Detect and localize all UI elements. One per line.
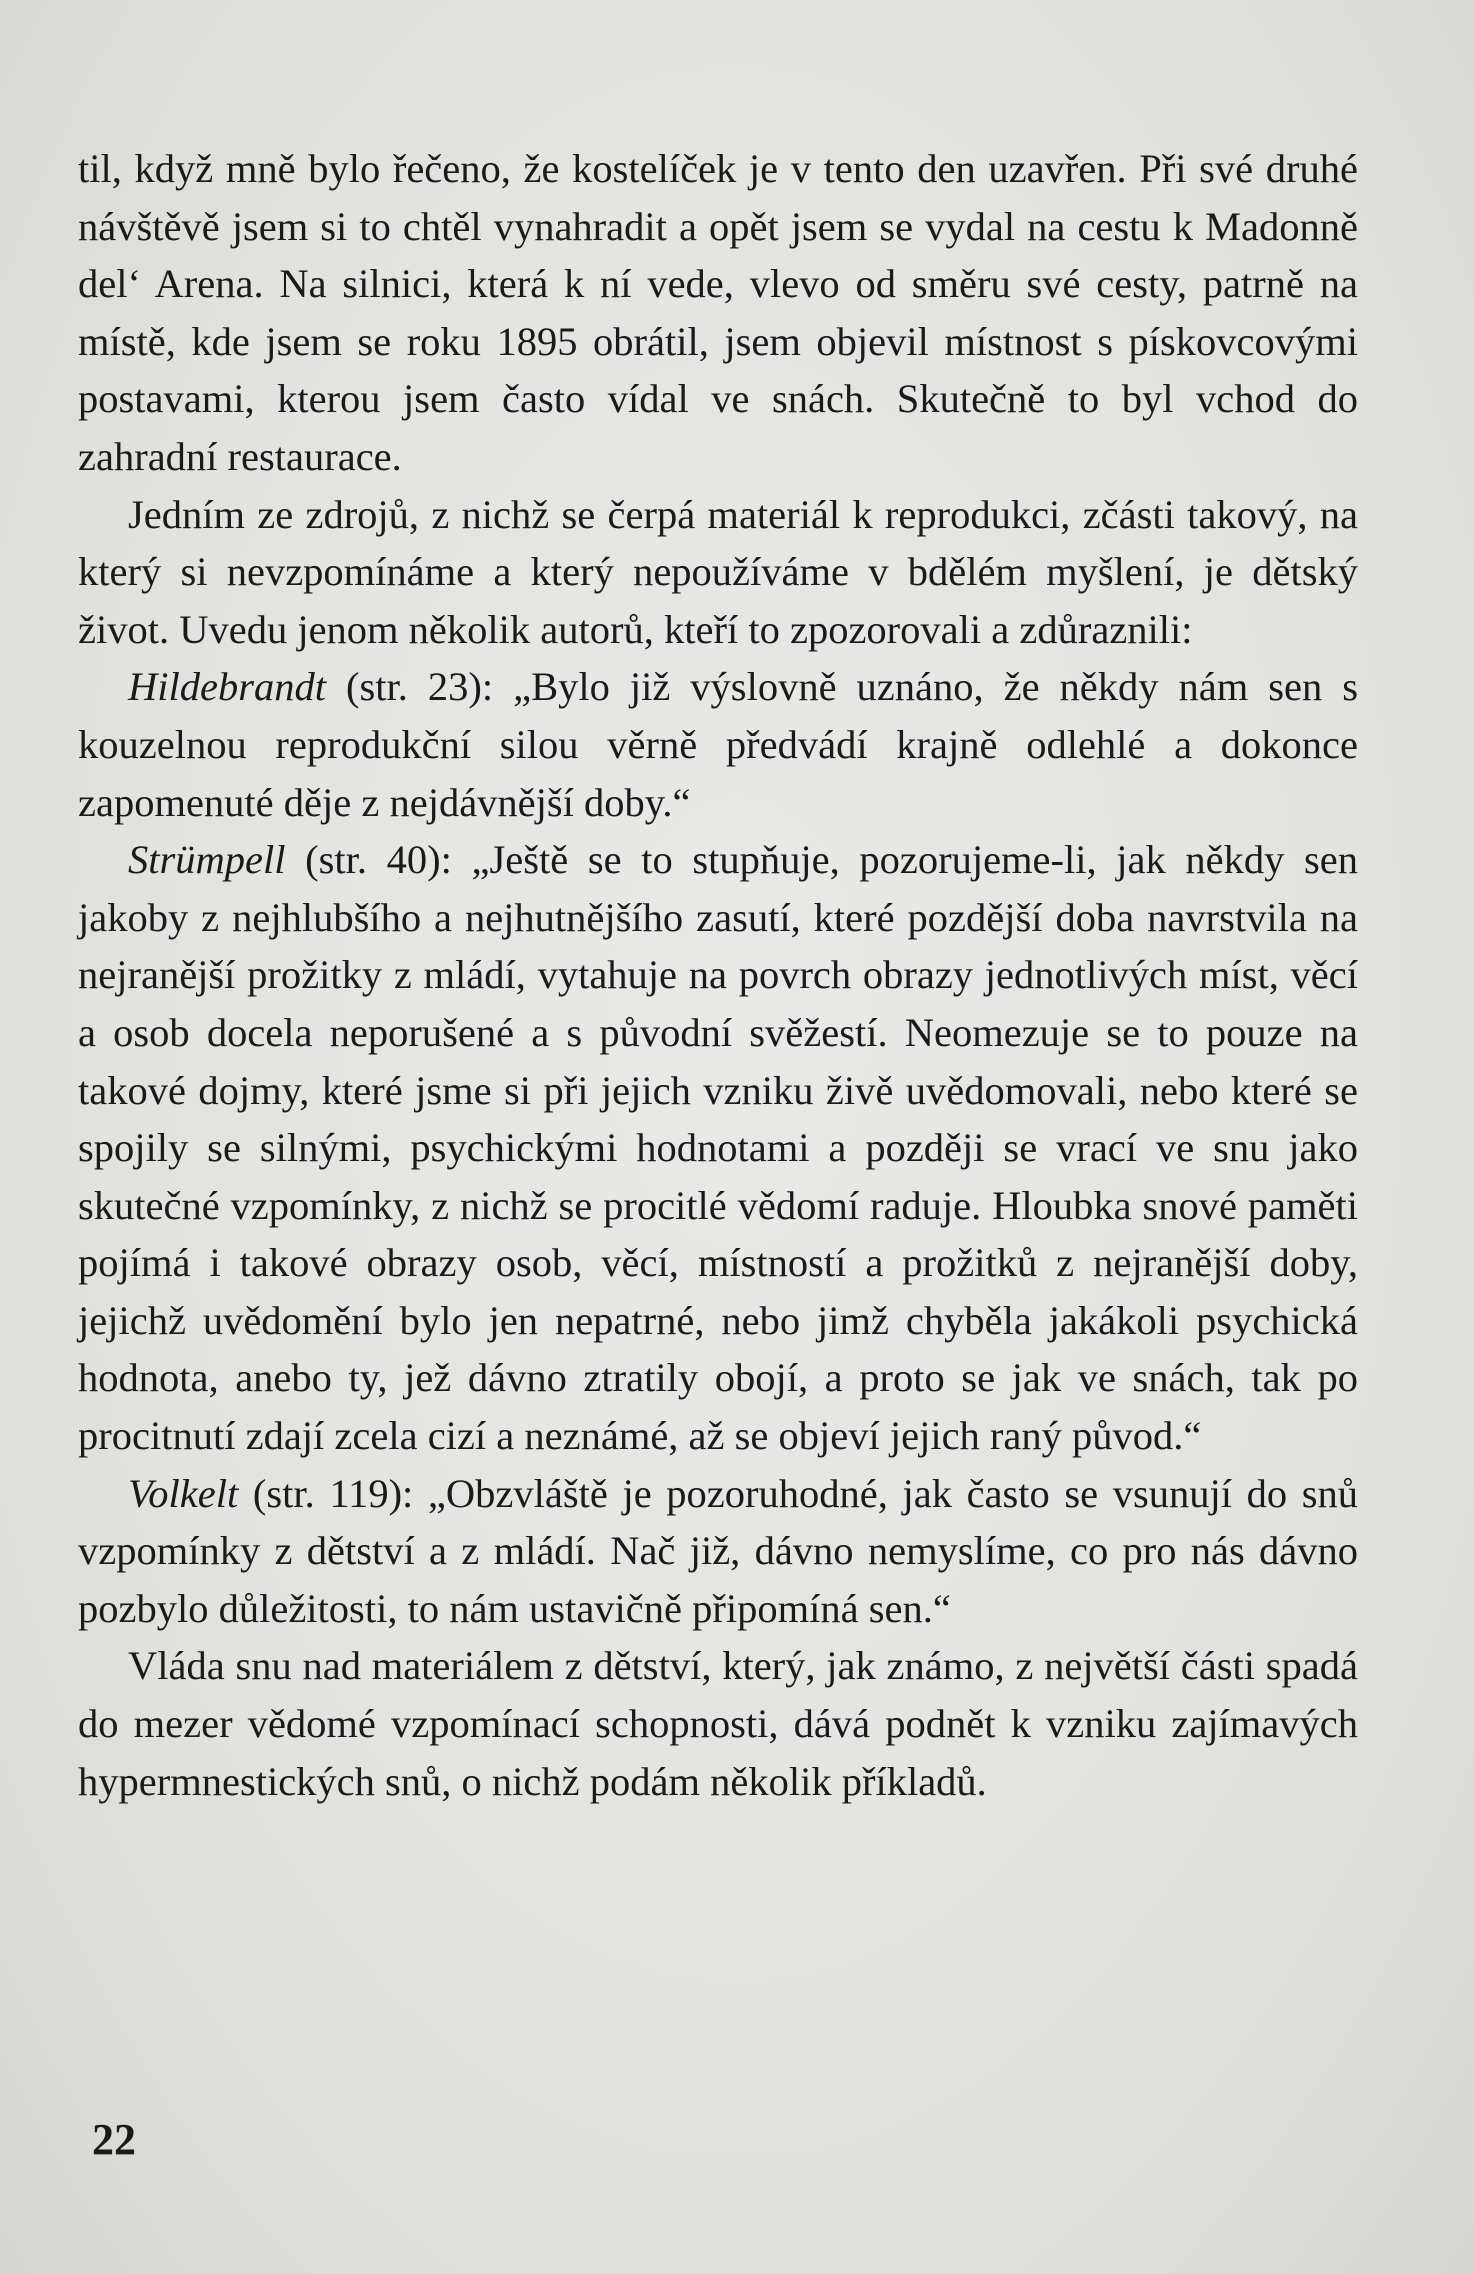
- quote-hildebrandt: [78, 658, 1358, 831]
- paragraph-continuation: [78, 140, 1358, 486]
- paragraph-sources: [78, 486, 1358, 659]
- author-name: Volkelt: [128, 1470, 239, 1516]
- quote-text: (str. 23): „Bylo již výslovně uznáno, že někdy nám sen s kouzelnou reprodukční silou věrně předvádí krajně odlehlé a dokonce zapomenuté děje z nejdávnější doby.“: [78, 664, 1358, 825]
- author-name: Strümpell: [128, 837, 286, 883]
- author-name: Hildebrandt: [128, 664, 326, 710]
- quote-strumpell: [78, 831, 1358, 1465]
- paragraph-text: Vláda snu nad materiálem z dětství, který, jak známo, z největší části spadá do mezer vědomé vzpomínací schopnosti, dává podnět k vzniku zajímavých hypermnestických snů, o nichž podám několik příkladů.: [78, 1643, 1358, 1804]
- page-number: 22: [92, 2115, 136, 2164]
- body-text: [78, 140, 1358, 1810]
- paragraph-conclusion: [78, 1637, 1358, 1810]
- quote-text: (str. 119): „Obzvláště je pozoruhodné, jak často se vsunují do snů vzpomínky z dětství a z mládí. Nač již, dávno nemyslíme, co pro nás dávno pozbylo důležitosti, to nám ustavičně připomíná sen.“: [78, 1470, 1358, 1631]
- quote-text: (str. 40): „Ještě se to stupňuje, pozorujeme-li, jak někdy sen jakoby z nejhlubšího a nejhutnějšího zasutí, které pozdější doba navrstvila na nejranější prožitky z mládí, vytahuje na povrch obrazy jednotlivých míst, věcí a osob docela neporušené a s původní svěžestí. Neomezuje se to pouze na takové dojmy, které jsme si při jejich vzniku živě uvědomovali, nebo které se spojily se silnými, psychickými hodnotami a později se vrací ve snu jako skutečné vzpomínky, z nichž se procitlé vědomí raduje. Hloubka snové paměti pojímá i takové obrazy osob, věcí, místností a prožitků z nejranější doby, jejichž uvědomění bylo jen nepatrné, nebo jimž chyběla jakákoli psychická hodnota, anebo ty, jež dávno ztratily obojí, a proto se jak ve snách, tak po procitnutí zdají zcela cizí a neznámé, až se objeví jejich raný původ.“: [78, 837, 1358, 1459]
- quote-volkelt: [78, 1465, 1358, 1638]
- paragraph-text: til, když mně bylo řečeno, že kostelíček je v tento den uzavřen. Při své druhé návštěvě jsem si to chtěl vynahradit a opět jsem se vydal na cestu k Madonně del‘ Arena. Na silnici, která k ní vede, vlevo od směru své cesty, patrně na místě, kde jsem se roku 1895 obrátil, jsem objevil místnost s pískovcovými postavami, kterou jsem často vídal ve snách. Skutečně to byl vchod do zahradní restaurace.: [78, 146, 1358, 479]
- paragraph-text: Jedním ze zdrojů, z nichž se čerpá materiál k reprodukci, zčásti takový, na který si nevzpomínáme a který nepoužíváme v bdělém myšlení, je dětský život. Uvedu jenom několik autorů, kteří to zpozorovali a zdůraznili:: [78, 491, 1358, 652]
